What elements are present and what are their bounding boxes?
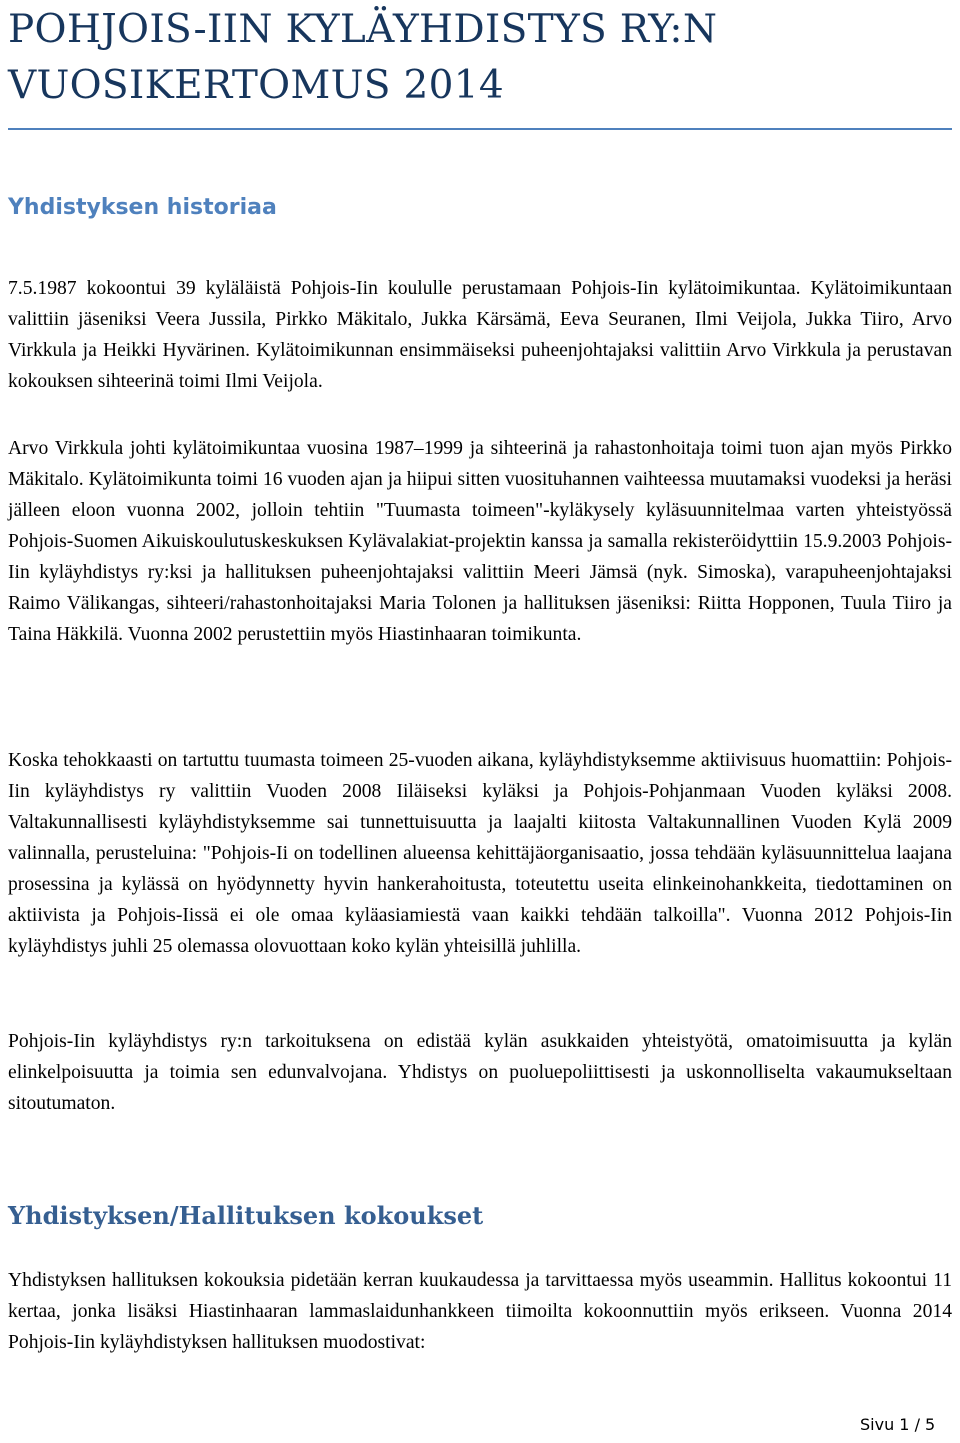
section-heading-history: Yhdistyksen historiaa <box>8 195 277 220</box>
meetings-paragraph-1: Yhdistyksen hallituksen kokouksia pidetään kerran kuukaudessa ja tarvittaessa myös useammin. Hallitus kokoontui 11 kertaa, jonka lisäksi Hiastinhaaran lammaslaidunhankkeen tiimoilta kokoonnuttiin myös erikseen. Vuonna 2014 Pohjois-Iin kyläyhdistyksen hallituksen muodostivat: <box>8 1270 952 1353</box>
history-paragraph-4: Pohjois-Iin kyläyhdistys ry:n tarkoituksena on edistää kylän asukkaiden yhteistyötä, omatoimisuutta ja kylän elinkelpoisuutta ja toimia sen edunvalvojana. Yhdistys on puoluepoliittisesti ja uskonnolliselta vakaumukseltaan sitoutumaton. <box>8 1031 952 1114</box>
section-heading-meetings: Yhdistyksen/Hallituksen kokoukset <box>8 1201 484 1230</box>
document-title-line1: POHJOIS-IIN KYLÄYHDISTYS RY:N <box>8 7 718 52</box>
history-paragraph-2: Arvo Virkkula johti kylätoimikuntaa vuosina 1987–1999 ja sihteerinä ja rahastonhoitaja toimi tuon ajan myös Pirkko Mäkitalo. Kylätoimikunta toimi 16 vuoden ajan ja hiipui sitten vuosituhannen vaihteessa muutamaksi vuodeksi ja heräsi jälleen eloon vuonna 2002, jolloin tehtiin "Tuumasta toimeen"-kyläkysely kyläsuunnitelmaa varten yhteistyössä Pohjois-Suomen Aikuiskoulutuskeskuksen Kylävalakiat-projektin kanssa ja samalla rekisteröidyttiin 15.9.2003 Pohjois-Iin kyläyhdistys ry:ksi ja hallituksen puheenjohtajaksi valittiin Meeri Jämsä (nyk. Simoska), varapuheenjohtajaksi Raimo Välikangas, sihteeri/rahastonhoitajaksi Maria Tolonen ja hallituksen jäseniksi: Riitta Hopponen, Tuula Tiiro ja Taina Häkkilä. Vuonna 2002 perustettiin myös Hiastinhaaran toimikunta. <box>8 438 952 645</box>
history-paragraph-1: 7.5.1987 kokoontui 39 kyläläistä Pohjois-Iin koululle perustamaan Pohjois-Iin kylätoimikuntaa. Kylätoimikuntaan valittiin jäseniksi Veera Jussila, Pirkko Mäkitalo, Jukka Kärsämä, Eeva Seuranen, Ilmi Veijola, Jukka Tiiro, Arvo Virkkula ja Heikki Hyvärinen. Kylätoimikunnan ensimmäiseksi puheenjohtajaksi valittiin Arvo Virkkula ja perustavan kokouksen sihteerinä toimi Ilmi Veijola. <box>8 278 952 392</box>
document-title <box>8 2 952 114</box>
history-paragraph-3: Koska tehokkaasti on tartuttu tuumasta toimeen 25-vuoden aikana, kyläyhdistyksemme aktiivisuus huomattiin: Pohjois-Iin kyläyhdistys ry valittiin Vuoden 2008 Iiläiseksi kyläksi ja Pohjois-Pohjanmaan Vuoden kyläksi 2008. Valtakunnallisesti kyläyhdistyksemme sai tunnettuisuutta ja laajalti kiitosta Valtakunnallinen Vuoden Kylä 2009 valinnalla, perusteluina: "Pohjois-Ii on todellinen alueensa kehittäjäorganisaatio, jossa tehdään kyläsuunnittelua laajana prosessina ja kylässä on hyödynnetty hyvin hankerahoitusta, toteutettu useita elinkeinohankkeita, tiedottaminen on aktiivista ja Pohjois-Iissä ei ole omaa kyläasiamiestä vaan kaikki tehdään talkoilla". Vuonna 2012 Pohjois-Iin kyläyhdistys juhli 25 olemassa olovuottaan koko kylän yhteisillä juhlilla. <box>8 750 952 957</box>
document-title-line2: VUOSIKERTOMUS 2014 <box>8 63 504 108</box>
page-number: Sivu 1 / 5 <box>860 1415 936 1434</box>
title-divider <box>8 128 952 130</box>
